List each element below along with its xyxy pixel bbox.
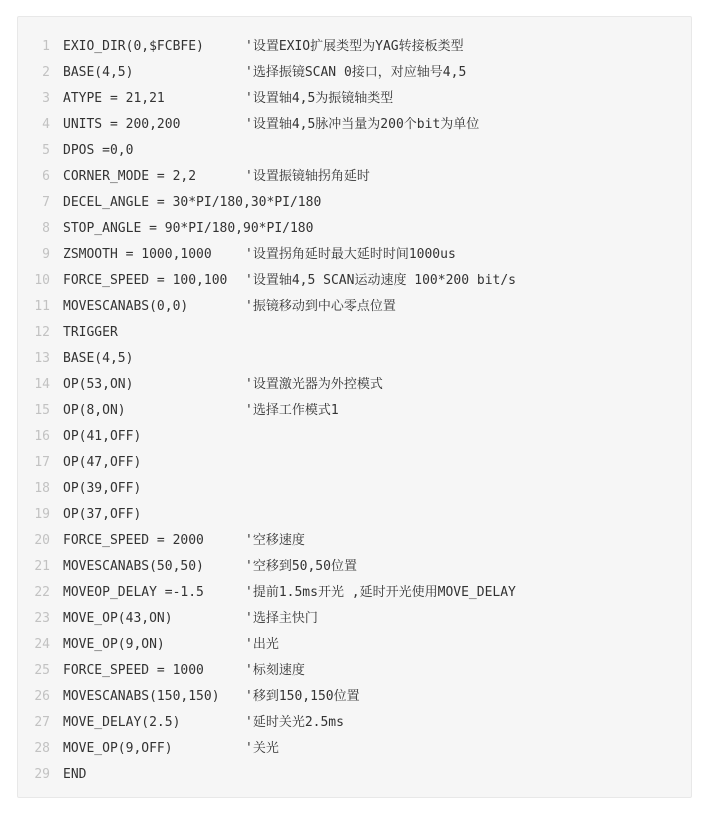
line-number: 1 — [42, 39, 50, 54]
code-line — [18, 580, 691, 606]
line-number: 14 — [34, 377, 50, 392]
code-text: FORCE_SPEED = 1000 — [63, 663, 204, 678]
line-number: 13 — [34, 351, 50, 366]
line-number: 15 — [34, 403, 50, 418]
code-text: MOVE_OP(9,ON) — [63, 637, 165, 652]
comment-text: '设置振镜轴拐角延时 — [245, 169, 370, 184]
code-line — [18, 450, 691, 476]
line-number: 28 — [34, 741, 50, 756]
code-line — [18, 164, 691, 190]
line-number: 25 — [34, 663, 50, 678]
code-text: BASE(4,5) — [63, 65, 134, 80]
code-line — [18, 502, 691, 528]
code-line — [18, 34, 691, 60]
comment-text: '选择振镜SCAN 0接口，对应轴号4,5 — [245, 65, 467, 80]
line-number: 6 — [42, 169, 50, 184]
comment-text: '标刻速度 — [245, 663, 305, 678]
code-line — [18, 632, 691, 658]
code-text: MOVESCANABS(150,150) — [63, 689, 220, 704]
code-line — [18, 424, 691, 450]
line-number: 19 — [34, 507, 50, 522]
code-text: STOP_ANGLE = 90*PI/180,90*PI/180 — [63, 221, 314, 236]
line-number: 27 — [34, 715, 50, 730]
line-number: 2 — [42, 65, 50, 80]
code-text: FORCE_SPEED = 2000 — [63, 533, 204, 548]
code-text: MOVEOP_DELAY =-1.5 — [63, 585, 204, 600]
comment-text: '选择主快门 — [245, 611, 318, 626]
code-line — [18, 476, 691, 502]
code-text: CORNER_MODE = 2,2 — [63, 169, 197, 184]
code-line — [18, 294, 691, 320]
comment-text: '空移速度 — [245, 533, 305, 548]
code-line — [18, 86, 691, 112]
code-line — [18, 528, 691, 554]
code-line — [18, 60, 691, 86]
comment-text: '设置轴4,5 SCAN运动速度 100*200 bit/s — [245, 273, 517, 288]
line-number: 21 — [34, 559, 50, 574]
comment-text: '设置拐角延时最大延时时间1000us — [245, 247, 456, 262]
code-line — [18, 554, 691, 580]
line-number: 9 — [42, 247, 50, 262]
line-number: 12 — [34, 325, 50, 340]
code-line — [18, 346, 691, 372]
line-number: 4 — [42, 117, 50, 132]
code-line — [18, 398, 691, 424]
code-line — [18, 710, 691, 736]
code-text: OP(37,OFF) — [63, 507, 142, 522]
code-line — [18, 684, 691, 710]
line-number: 11 — [34, 299, 50, 314]
code-text: DECEL_ANGLE = 30*PI/180,30*PI/180 — [63, 195, 322, 210]
line-number: 5 — [42, 143, 50, 158]
code-text: OP(8,ON) — [63, 403, 126, 418]
code-line — [18, 320, 691, 346]
comment-text: '空移到50,50位置 — [245, 559, 357, 574]
code-text: ZSMOOTH = 1000,1000 — [63, 247, 212, 262]
code-text: MOVE_OP(9,OFF) — [63, 741, 173, 756]
comment-text: '设置EXIO扩展类型为YAG转接板类型 — [245, 39, 464, 54]
code-line — [18, 762, 691, 788]
comment-text: '振镜移动到中心零点位置 — [245, 299, 396, 314]
comment-text: '关光 — [245, 741, 279, 756]
code-text: ATYPE = 21,21 — [63, 91, 165, 106]
line-number: 3 — [42, 91, 50, 106]
line-number: 29 — [34, 767, 50, 782]
line-number: 10 — [34, 273, 50, 288]
code-text: DPOS =0,0 — [63, 143, 134, 158]
code-text: OP(53,ON) — [63, 377, 134, 392]
line-number: 23 — [34, 611, 50, 626]
line-number: 7 — [42, 195, 50, 210]
code-text: MOVESCANABS(50,50) — [63, 559, 204, 574]
comment-text: '设置激光器为外控模式 — [245, 377, 383, 392]
code-text: MOVE_DELAY(2.5) — [63, 715, 181, 730]
line-number: 20 — [34, 533, 50, 548]
code-line — [18, 658, 691, 684]
line-number: 8 — [42, 221, 50, 236]
code-line — [18, 268, 691, 294]
code-text: END — [63, 767, 87, 782]
code-text: BASE(4,5) — [63, 351, 134, 366]
code-text: TRIGGER — [63, 325, 118, 340]
line-number: 17 — [34, 455, 50, 470]
comment-text: '设置轴4,5脉冲当量为200个bit为单位 — [245, 117, 480, 132]
code-text: OP(47,OFF) — [63, 455, 142, 470]
code-line — [18, 606, 691, 632]
code-line — [18, 736, 691, 762]
comment-text: '选择工作模式1 — [245, 403, 339, 418]
line-number: 18 — [34, 481, 50, 496]
comment-text: '提前1.5ms开光 ,延时开光使用MOVE_DELAY — [245, 585, 516, 600]
code-text: UNITS = 200,200 — [63, 117, 181, 132]
code-text: FORCE_SPEED = 100,100 — [63, 273, 228, 288]
line-number: 26 — [34, 689, 50, 704]
code-text: MOVE_OP(43,ON) — [63, 611, 173, 626]
line-number: 24 — [34, 637, 50, 652]
code-line — [18, 138, 691, 164]
code-text: EXIO_DIR(0,$FCBFE) — [63, 39, 204, 54]
comment-text: '延时关光2.5ms — [245, 715, 344, 730]
comment-text: '设置轴4,5为振镜轴类型 — [245, 91, 394, 106]
code-line — [18, 242, 691, 268]
code-line — [18, 112, 691, 138]
line-number: 16 — [34, 429, 50, 444]
code-text: OP(41,OFF) — [63, 429, 142, 444]
line-number: 22 — [34, 585, 50, 600]
code-line — [18, 216, 691, 242]
comment-text: '移到150,150位置 — [245, 689, 360, 704]
comment-text: '出光 — [245, 637, 279, 652]
code-line — [18, 190, 691, 216]
code-block — [17, 16, 692, 798]
code-text: OP(39,OFF) — [63, 481, 142, 496]
code-line — [18, 372, 691, 398]
code-text: MOVESCANABS(0,0) — [63, 299, 189, 314]
